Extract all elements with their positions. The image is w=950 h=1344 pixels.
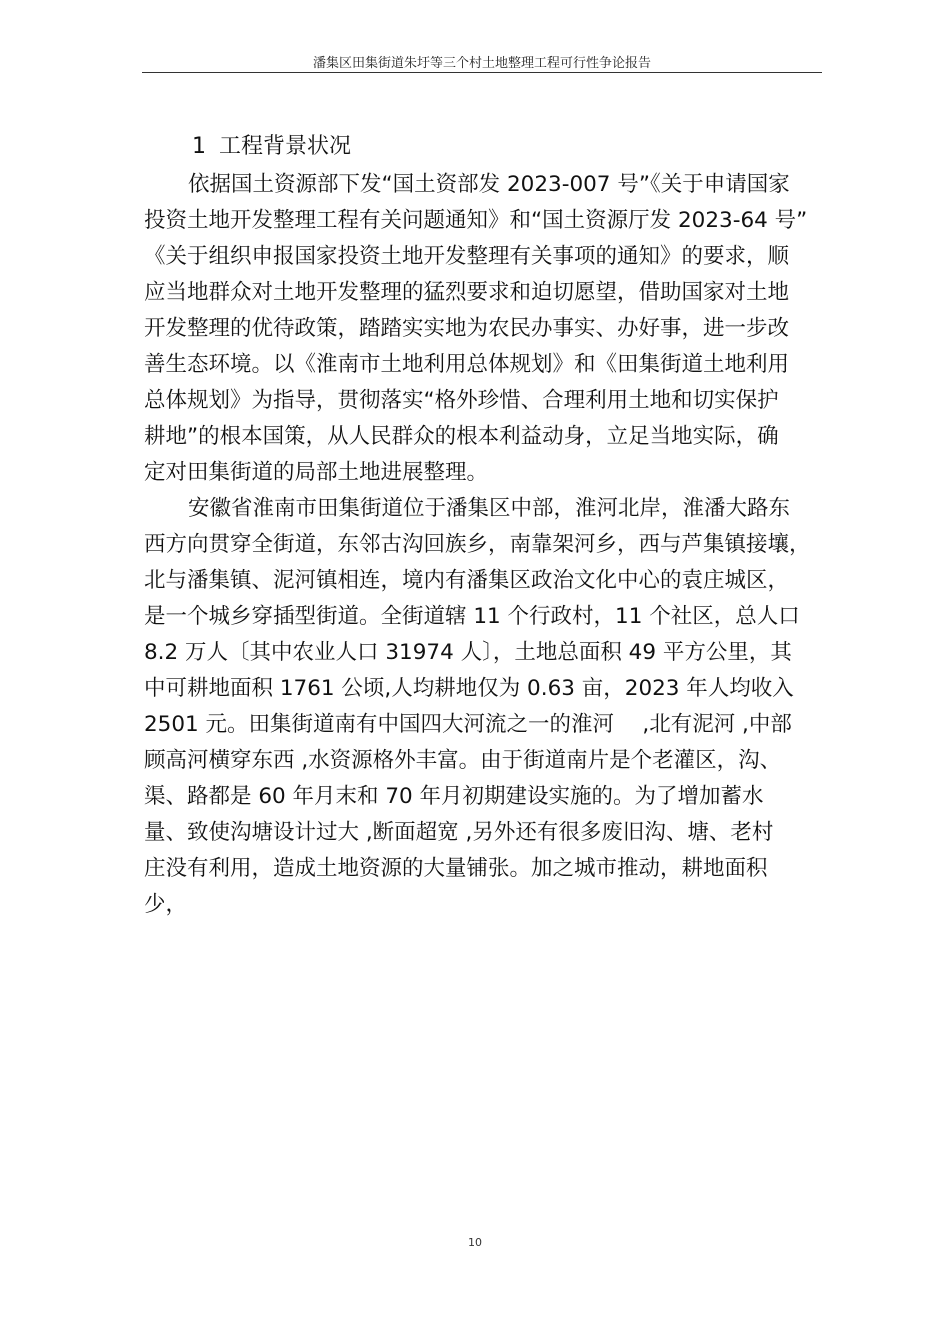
text-line: 应当地群众对土地开发整理的猛烈要求和迫切愿望，借助国家对土地 <box>144 280 790 305</box>
text-line: 渠、路都是 60 年月末和 70 年月初期建设实施的。为了增加蓄水 <box>144 784 764 809</box>
text-line: 是一个城乡穿插型街道。全街道辖 11 个行政村，11 个社区，总人口 <box>144 604 800 629</box>
text-line: 投资土地开发整理工程有关问题通知》和“国土资源厅发 2023-64 号” <box>144 208 808 233</box>
running-header: 潘集区田集街道朱圩等三个村土地整理工程可行性争论报告 <box>312 56 651 71</box>
text-line: 北与潘集镇、泥河镇相连，境内有潘集区政治文化中心的袁庄城区， <box>144 568 790 593</box>
text-line: 2501 元。田集街道南有中国四大河流之一的淮河 ,北有泥河 ,中部 <box>144 712 792 737</box>
text-line: 少， <box>144 892 188 917</box>
text-line: 量、致使沟塘设计过大 ,断面超宽 ,另外还有很多废旧沟、塘、老村 <box>144 820 774 845</box>
paragraph-location-overview <box>144 491 834 923</box>
text-line: 8.2 万人〔其中农业人口 31974 人〕，土地总面积 49 平方公里，其 <box>144 640 792 665</box>
header-divider <box>142 72 822 73</box>
section-heading <box>192 130 351 164</box>
text-line: 善生态环境。以《淮南市土地利用总体规划》和《田集街道土地利用 <box>144 352 790 377</box>
text-line: 定对田集街道的局部土地进展整理。 <box>144 460 489 485</box>
text-line: 庄没有利用，造成土地资源的大量铺张。加之城市推动，耕地面积 <box>144 856 768 881</box>
section-number: 1 <box>192 134 206 159</box>
text-line: 安徽省淮南市田集街道位于潘集区中部，淮河北岸，淮潘大路东 <box>188 496 791 521</box>
text-line: 依据国土资源部下发“国土资部发 2023-007 号”《关于申请国家 <box>188 172 790 197</box>
paragraph-project-basis <box>144 167 834 491</box>
text-line: 中可耕地面积 1761 公顷,人均耕地仅为 0.63 亩，2023 年人均收入 <box>144 676 794 701</box>
section-title: 工程背景状况 <box>219 134 352 159</box>
page-number: 10 <box>468 1236 482 1249</box>
text-line: 顾高河横穿东西 ,水资源格外丰富。由于街道南片是个老灌区，沟、 <box>144 748 782 773</box>
text-line: 耕地”的根本国策，从人民群众的根本利益动身，立足当地实际，确 <box>144 424 779 449</box>
text-line: 《关于组织申报国家投资土地开发整理有关事项的通知》的要求，顺 <box>144 244 790 269</box>
text-line: 西方向贯穿全街道，东邻古沟回族乡，南靠架河乡，西与芦集镇接壤， <box>144 532 811 557</box>
text-line: 开发整理的优待政策，踏踏实实地为农民办事实、办好事，进一步改 <box>144 316 790 341</box>
text-line: 总体规划》为指导，贯彻落实“格外珍惜、合理利用土地和切实保护 <box>144 388 779 413</box>
